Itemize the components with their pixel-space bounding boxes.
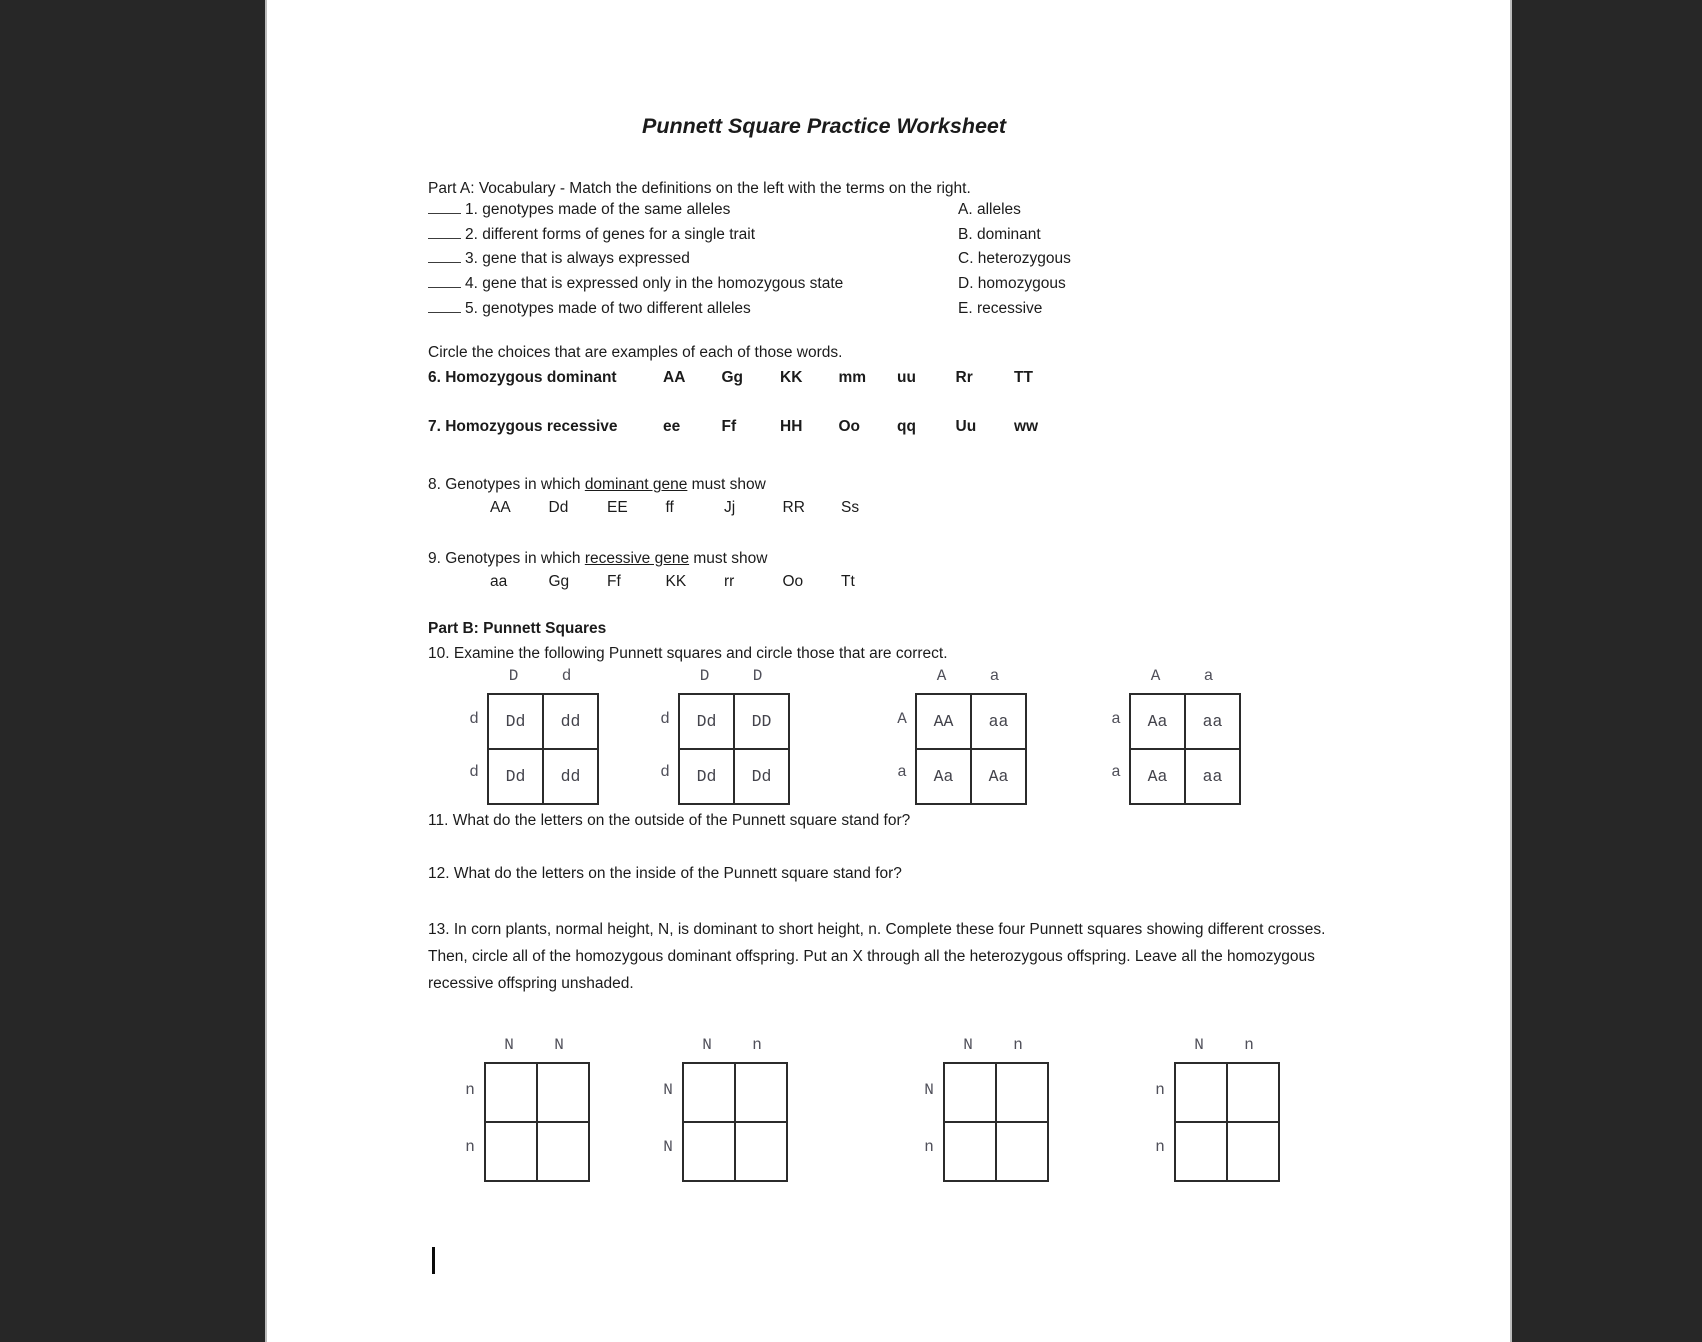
punnett-cell-empty bbox=[735, 1063, 787, 1122]
punnett-square-q10-1 bbox=[461, 667, 599, 805]
punnett-row-label: A bbox=[897, 710, 907, 728]
question-9 bbox=[428, 549, 767, 568]
genotype-choice: Oo bbox=[782, 573, 804, 590]
punnett-square-q10-3 bbox=[889, 667, 1027, 805]
punnett-row-label: n bbox=[1155, 1081, 1165, 1099]
punnett-cell-empty bbox=[944, 1063, 996, 1122]
punnett-col-label: A bbox=[936, 667, 947, 685]
genotype-choice: Ff bbox=[607, 573, 621, 590]
punnett-grid bbox=[1174, 1062, 1280, 1182]
punnett-cell-empty bbox=[1175, 1063, 1227, 1122]
question-12: 12. What do the letters on the inside of the Punnett square stand for? bbox=[428, 865, 902, 882]
punnett-cell: aa bbox=[1185, 694, 1240, 749]
genotype-choice: Oo bbox=[838, 418, 861, 435]
punnett-grid bbox=[915, 693, 1027, 805]
punnett-square-q10-2 bbox=[652, 667, 790, 805]
punnett-row-labels bbox=[654, 1062, 682, 1182]
punnett-cell-empty bbox=[996, 1063, 1048, 1122]
punnett-col-label: D bbox=[752, 667, 763, 685]
punnett-row-label: a bbox=[897, 763, 907, 781]
punnett-cell: Aa bbox=[916, 749, 971, 804]
question-10: 10. Examine the following Punnett squares and circle those that are correct. bbox=[428, 645, 948, 662]
punnett-grid bbox=[487, 693, 599, 805]
punnett-col-label: N bbox=[1194, 1036, 1204, 1054]
punnett-col-label: n bbox=[752, 1036, 762, 1054]
punnett-square-q10-4 bbox=[1103, 667, 1241, 805]
question-8-suffix: must show bbox=[687, 476, 766, 493]
punnett-col-label: a bbox=[989, 667, 1000, 685]
term-text: E. recessive bbox=[958, 299, 1043, 317]
punnett-col-labels bbox=[943, 1036, 1049, 1062]
punnett-col-label: D bbox=[699, 667, 710, 685]
text-cursor bbox=[432, 1247, 435, 1274]
worksheet-title: Punnett Square Practice Worksheet bbox=[642, 114, 1007, 138]
punnett-cell-empty bbox=[944, 1122, 996, 1181]
term-text: A. alleles bbox=[958, 201, 1021, 218]
question-13: 13. In corn plants, normal height, N, is dominant to short height, n. Complete these four Punnett squares showing different crosses. Then, circle all of the homozygous dominant offspring. Put an X through all the heterozygous offspring. Leave all the homozygous recessive offspring unshaded. bbox=[428, 921, 1326, 992]
definition-text: 5. genotypes made of two different alleles bbox=[465, 299, 751, 317]
punnett-col-label: a bbox=[1203, 667, 1214, 685]
punnett-grid bbox=[1129, 693, 1241, 805]
question-9-choices bbox=[490, 573, 900, 591]
punnett-row-labels bbox=[456, 1062, 484, 1182]
punnett-row-labels bbox=[915, 1062, 943, 1182]
genotype-choice: Tt bbox=[841, 573, 855, 590]
genotype-choice: RR bbox=[782, 499, 805, 516]
punnett-cell: Aa bbox=[971, 749, 1026, 804]
definition-text: 4. gene that is expressed only in the homozygous state bbox=[465, 275, 844, 293]
punnett-cell-empty bbox=[1175, 1122, 1227, 1181]
punnett-col-labels bbox=[1129, 667, 1241, 693]
punnett-col-label: N bbox=[702, 1036, 712, 1054]
punnett-row-label: n bbox=[465, 1081, 475, 1099]
punnett-cell-empty bbox=[1227, 1122, 1279, 1181]
punnett-cell-empty bbox=[683, 1122, 735, 1181]
genotype-choice: AA bbox=[663, 369, 686, 386]
genotype-choice: Gg bbox=[721, 369, 744, 386]
genotype-choice: Rr bbox=[955, 369, 973, 386]
punnett-row-labels bbox=[652, 693, 678, 805]
punnett-row-label: d bbox=[660, 710, 670, 728]
punnett-row-labels bbox=[889, 693, 915, 805]
punnett-row-label: d bbox=[469, 763, 479, 781]
punnett-cell: DD bbox=[734, 694, 789, 749]
punnett-row-labels bbox=[1103, 693, 1129, 805]
punnett-col-labels bbox=[484, 1036, 590, 1062]
punnett-cell: Dd bbox=[679, 749, 734, 804]
genotype-choice: aa bbox=[490, 573, 508, 590]
punnett-cell: Dd bbox=[488, 749, 543, 804]
genotype-choice: Dd bbox=[548, 499, 569, 516]
question-9-suffix: must show bbox=[689, 550, 768, 567]
genotype-choice: EE bbox=[607, 499, 628, 516]
punnett-cell: dd bbox=[543, 694, 598, 749]
punnett-col-labels bbox=[678, 667, 790, 693]
definition-text: 2. different forms of genes for a single trait bbox=[465, 225, 756, 243]
matching-row bbox=[428, 226, 1188, 251]
punnett-row-label: a bbox=[1111, 710, 1121, 728]
genotype-choice: AA bbox=[490, 499, 511, 516]
answer-blank[interactable] bbox=[428, 250, 461, 263]
punnett-col-label: n bbox=[1244, 1036, 1254, 1054]
punnett-row-label: N bbox=[663, 1138, 673, 1156]
punnett-row-labels bbox=[1146, 1062, 1174, 1182]
punnett-col-labels bbox=[915, 667, 1027, 693]
punnett-cell: Dd bbox=[734, 749, 789, 804]
punnett-cell: Aa bbox=[1130, 694, 1185, 749]
genotype-choice: HH bbox=[780, 418, 803, 435]
genotype-choice: ee bbox=[663, 418, 681, 435]
question-8-prefix: 8. Genotypes in which bbox=[428, 476, 585, 493]
matching-row bbox=[428, 275, 1188, 300]
punnett-cell-empty bbox=[537, 1122, 589, 1181]
question-7-choices bbox=[663, 418, 1073, 436]
punnett-row-label: d bbox=[469, 710, 479, 728]
circle-instruction: Circle the choices that are examples of each of those words. bbox=[428, 344, 843, 361]
punnett-cell-empty bbox=[485, 1063, 537, 1122]
punnett-col-label: N bbox=[504, 1036, 514, 1054]
genotype-choice: Ff bbox=[721, 418, 737, 435]
genotype-choice: mm bbox=[838, 369, 867, 386]
question-7-label: 7. Homozygous recessive bbox=[428, 418, 618, 435]
punnett-row-label: N bbox=[924, 1081, 934, 1099]
punnett-row-label: n bbox=[924, 1138, 934, 1156]
punnett-col-label: n bbox=[1013, 1036, 1023, 1054]
genotype-choice: Ss bbox=[841, 499, 860, 516]
question-8-choices bbox=[490, 499, 900, 517]
question-6-label: 6. Homozygous dominant bbox=[428, 369, 617, 386]
punnett-cell: AA bbox=[916, 694, 971, 749]
punnett-row-label: n bbox=[465, 1138, 475, 1156]
question-8-underlined: dominant gene bbox=[584, 476, 688, 493]
punnett-col-label: N bbox=[963, 1036, 973, 1054]
answer-blank[interactable] bbox=[428, 201, 461, 214]
question-9-underlined: recessive gene bbox=[584, 550, 690, 567]
genotype-choice: Uu bbox=[955, 418, 977, 435]
question-6 bbox=[428, 369, 663, 387]
punnett-grid bbox=[943, 1062, 1049, 1182]
genotype-choice: KK bbox=[665, 573, 687, 590]
punnett-cell-empty bbox=[537, 1063, 589, 1122]
definition-text: 3. gene that is always expressed bbox=[465, 250, 690, 268]
term-text: B. dominant bbox=[958, 225, 1041, 243]
punnett-row-label: a bbox=[1111, 763, 1121, 781]
punnett-cell-empty bbox=[1227, 1063, 1279, 1122]
definition-text: 1. genotypes made of the same alleles bbox=[465, 201, 731, 218]
punnett-grid bbox=[682, 1062, 788, 1182]
punnett-cell: Dd bbox=[679, 694, 734, 749]
genotype-choice: KK bbox=[780, 369, 803, 386]
genotype-choice: Gg bbox=[548, 573, 570, 590]
matching-list bbox=[428, 201, 1188, 324]
matching-row bbox=[428, 300, 1188, 325]
punnett-grid bbox=[678, 693, 790, 805]
punnett-square-q13-4 bbox=[1146, 1036, 1280, 1182]
punnett-cell-empty bbox=[683, 1063, 735, 1122]
punnett-col-label: d bbox=[561, 667, 572, 685]
punnett-col-label: A bbox=[1150, 667, 1161, 685]
punnett-col-labels bbox=[487, 667, 599, 693]
matching-row bbox=[428, 250, 1188, 275]
punnett-col-label: D bbox=[508, 667, 519, 685]
punnett-grid bbox=[484, 1062, 590, 1182]
answer-blank[interactable] bbox=[428, 275, 461, 288]
punnett-row-label: N bbox=[663, 1081, 673, 1099]
punnett-col-labels bbox=[682, 1036, 788, 1062]
punnett-cell: aa bbox=[1185, 749, 1240, 804]
genotype-choice: Jj bbox=[724, 499, 736, 516]
question-11: 11. What do the letters on the outside of the Punnett square stand for? bbox=[428, 812, 911, 829]
part-a-heading: Part A: Vocabulary - Match the definitions on the left with the terms on the right. bbox=[428, 180, 971, 197]
part-b-heading: Part B: Punnett Squares bbox=[428, 620, 607, 637]
genotype-choice: TT bbox=[1014, 369, 1033, 386]
punnett-cell: aa bbox=[971, 694, 1026, 749]
answer-blank[interactable] bbox=[428, 226, 461, 239]
term-text: D. homozygous bbox=[958, 275, 1066, 293]
genotype-choice: ww bbox=[1014, 418, 1039, 435]
question-7 bbox=[428, 418, 663, 436]
question-6-choices bbox=[663, 369, 1073, 387]
punnett-cell-empty bbox=[735, 1122, 787, 1181]
punnett-cell-empty bbox=[485, 1122, 537, 1181]
punnett-square-q13-3 bbox=[915, 1036, 1049, 1182]
genotype-choice: qq bbox=[897, 418, 916, 435]
punnett-square-q13-2 bbox=[654, 1036, 788, 1182]
question-9-prefix: 9. Genotypes in which bbox=[428, 550, 585, 567]
punnett-row-label: d bbox=[660, 763, 670, 781]
punnett-col-labels bbox=[1174, 1036, 1280, 1062]
genotype-choice: rr bbox=[724, 573, 735, 590]
punnett-cell: dd bbox=[543, 749, 598, 804]
punnett-row-label: n bbox=[1155, 1138, 1165, 1156]
punnett-cell: Aa bbox=[1130, 749, 1185, 804]
matching-row bbox=[428, 201, 1188, 226]
punnett-square-q13-1 bbox=[456, 1036, 590, 1182]
punnett-cell-empty bbox=[996, 1122, 1048, 1181]
punnett-row-labels bbox=[461, 693, 487, 805]
genotype-choice: ff bbox=[665, 499, 674, 516]
question-8 bbox=[428, 475, 766, 494]
punnett-col-label: N bbox=[554, 1036, 564, 1054]
document-page[interactable] bbox=[265, 0, 1512, 1342]
term-text: C. heterozygous bbox=[958, 250, 1071, 268]
punnett-cell: Dd bbox=[488, 694, 543, 749]
answer-blank[interactable] bbox=[428, 300, 461, 313]
genotype-choice: uu bbox=[897, 369, 916, 386]
